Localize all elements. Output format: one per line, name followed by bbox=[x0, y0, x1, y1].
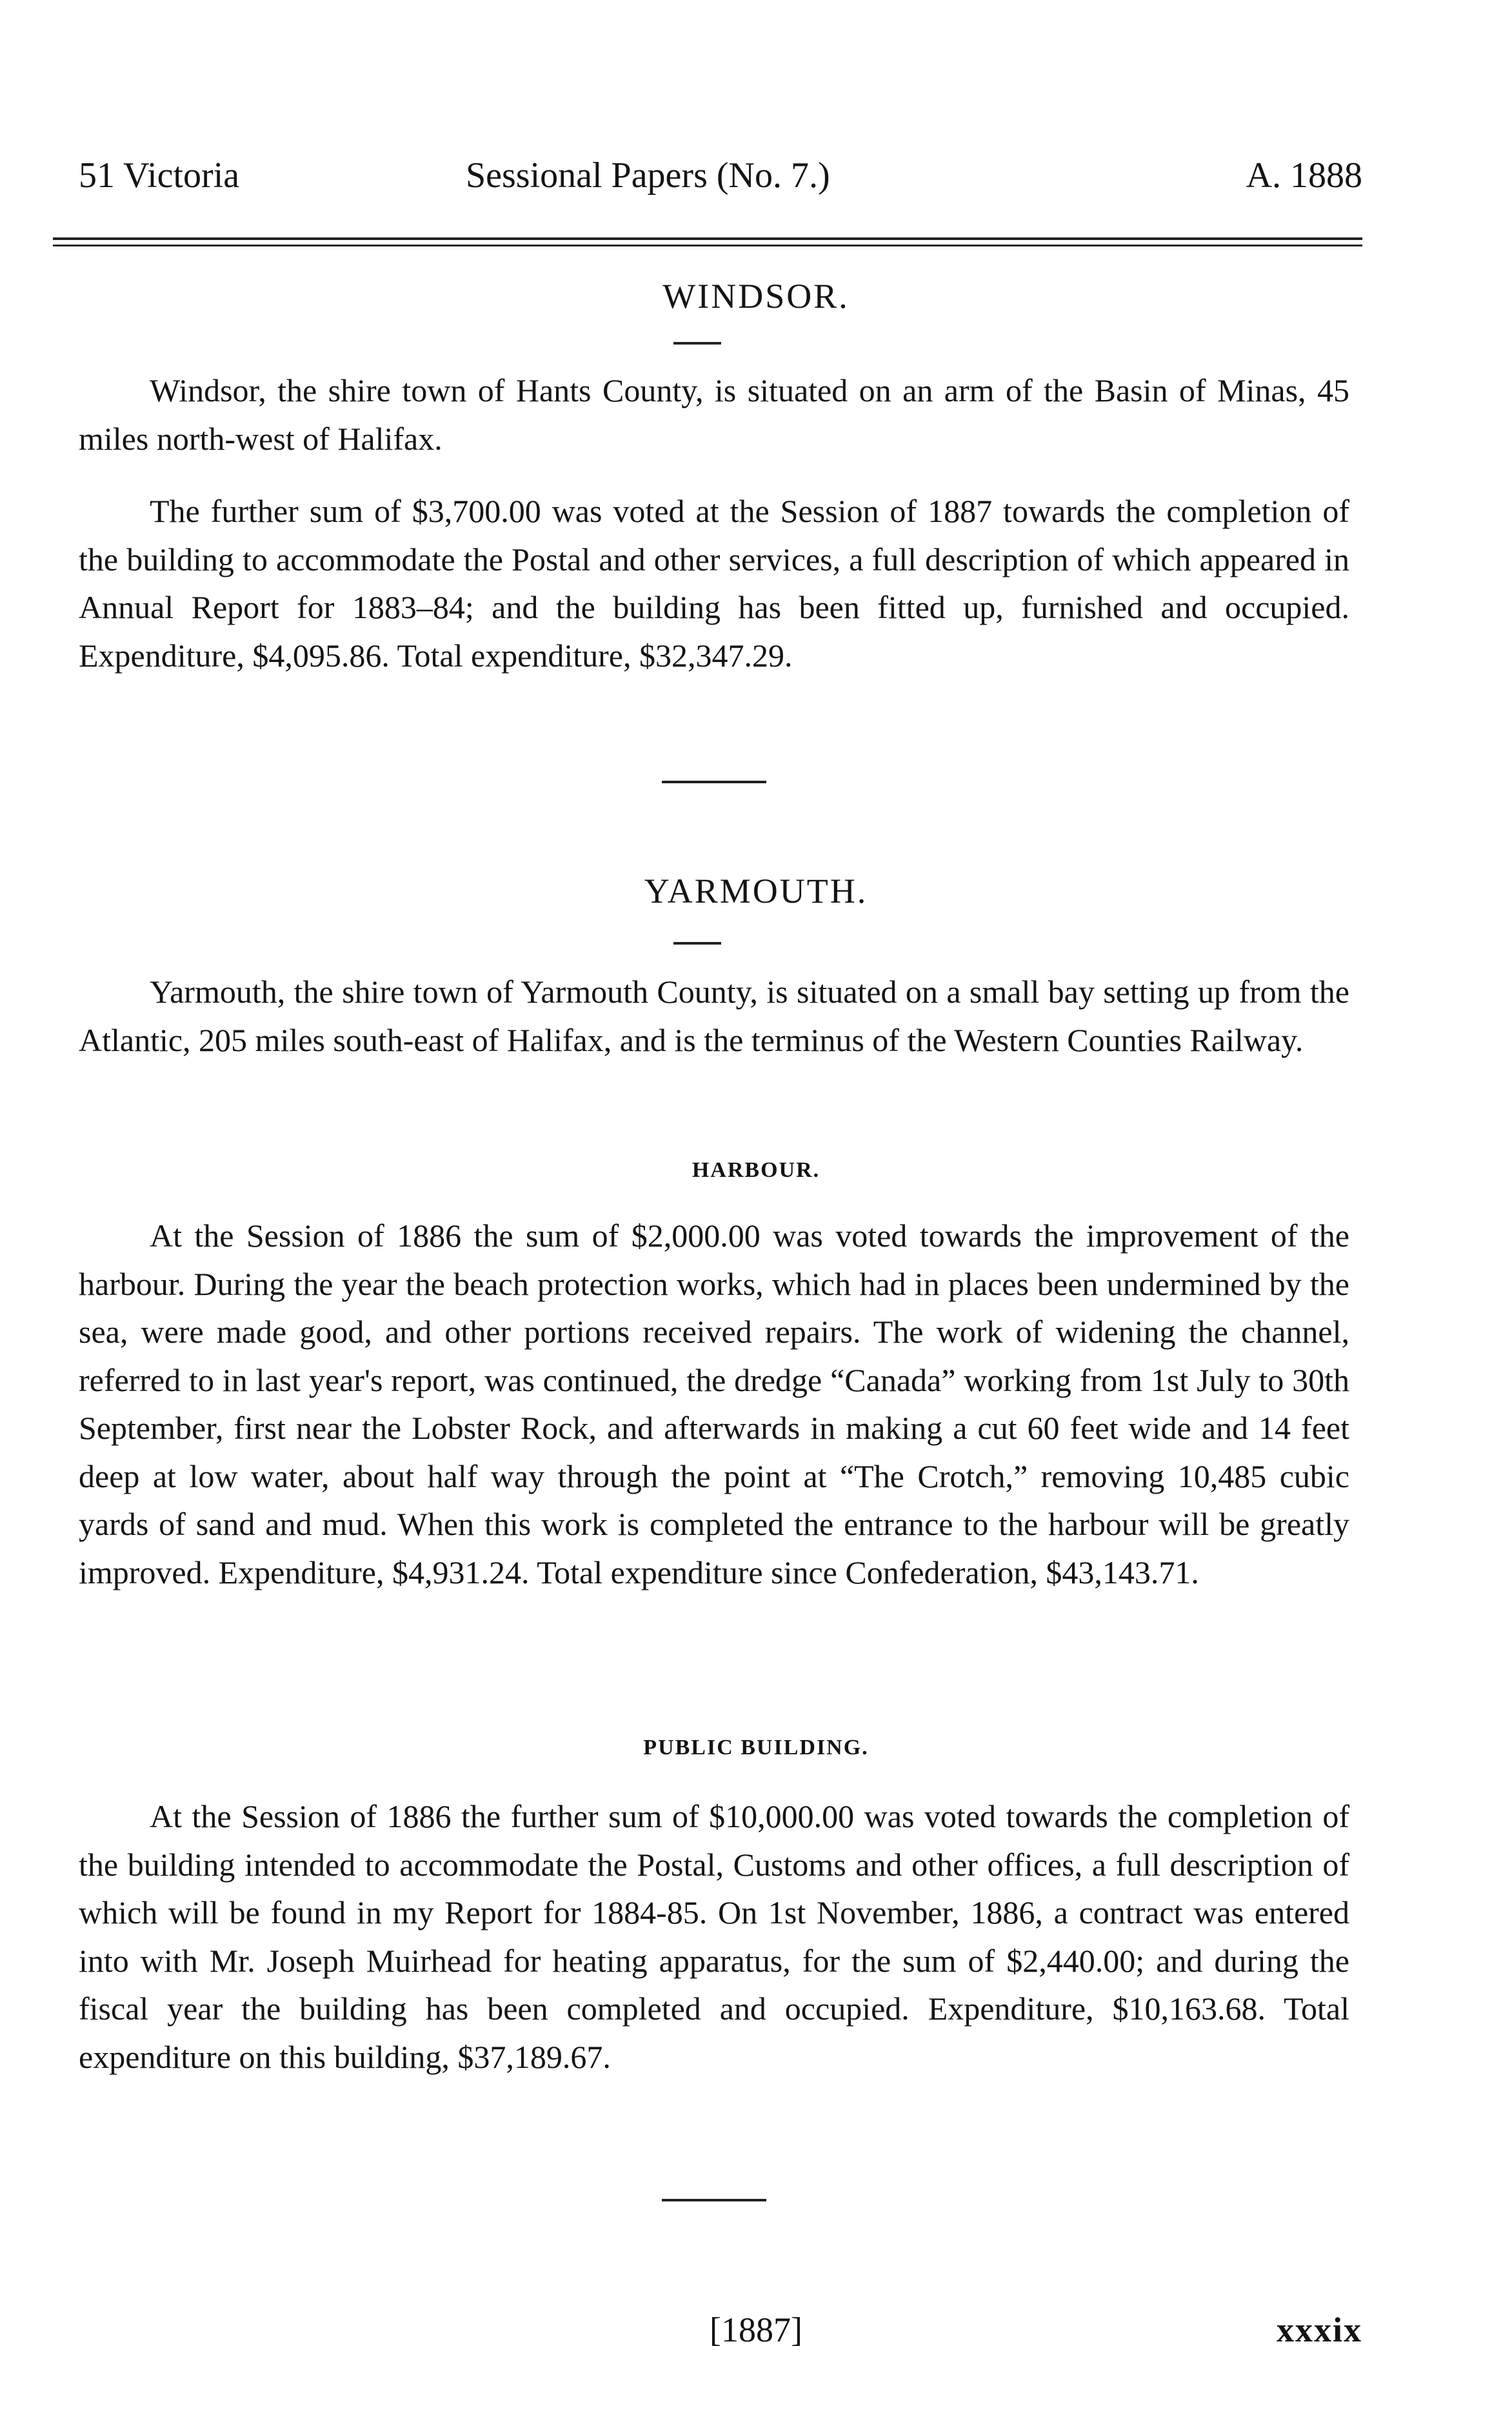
yarmouth-title-rule bbox=[673, 942, 721, 945]
header-rule bbox=[53, 237, 1362, 246]
footer-year: [1887] bbox=[710, 2310, 802, 2349]
windsor-title-rule bbox=[673, 342, 721, 345]
page-number: xxxix bbox=[1276, 2310, 1362, 2349]
public-building-subheading: PUBLIC BUILDING. bbox=[643, 1736, 869, 1759]
harbour-paragraph: At the Session of 1886 the sum of $2,000.00 was voted towards the improvement of the harbour. During the year the beach protection works, which had in places been undermined by the sea, were made good, and other portions received repairs. The work of widening the channel, referred to in last year's report, was continued, the dredge “Canada” working from 1st July to 30th September, first near the Lobster Rock, and afterwards in making a cut 60 feet wide and 14 feet deep at low water, about half way through the point at “The Crotch,” removing 10,485 cubic yards of sand and mud. When this work is completed the entrance to the harbour will be greatly improved. Expenditure, $4,931.24. Total expenditure since Confederation, $43,143.71. bbox=[79, 1218, 1349, 1590]
running-header bbox=[79, 155, 1362, 206]
public-building-paragraph: At the Session of 1886 the further sum of $10,000.00 was voted towards the completion of the building intended to accommodate the Postal, Customs and other offices, a full description of which will be found in my Report for 1884-85. On 1st November, 1886, a contract was entered into with Mr. Joseph Muirhead for heating apparatus, for the sum of $2,440.00; and during the fiscal year the building has been completed and occupied. Expenditure, $10,163.68. Total expenditure on this building, $37,189.67. bbox=[79, 1798, 1349, 2075]
section-divider-2 bbox=[662, 2199, 766, 2201]
yarmouth-title: YARMOUTH. bbox=[644, 872, 868, 910]
header-center: Sessional Papers (No. 7.) bbox=[466, 155, 830, 195]
header-left: 51 Victoria bbox=[79, 155, 240, 195]
yarmouth-intro: Yarmouth, the shire town of Yarmouth County, is situated on a small bay setting up from the Atlantic, 205 miles south-east of Halifax, and is the terminus of the Western Counties Railway. bbox=[79, 974, 1349, 1058]
windsor-paragraph-1: Windsor, the shire town of Hants County, is situated on an arm of the Basin of Minas, 45 miles north-west of Halifax. bbox=[79, 372, 1349, 457]
windsor-title: WINDSOR. bbox=[662, 277, 850, 316]
section-divider-1 bbox=[662, 781, 766, 783]
harbour-subheading: HARBOUR. bbox=[691, 1158, 821, 1182]
windsor-paragraph-2: The further sum of $3,700.00 was voted at the Session of 1887 towards the completion of the building to accommodate the Postal and other services, a full description of which appeared in Annual Report for 1883–84; and the building has been fitted up, furnished and occupied. Expenditure, $4,095.86. Total expenditure, $32,347.29. bbox=[79, 493, 1349, 674]
header-right: A. 1888 bbox=[1246, 155, 1362, 195]
